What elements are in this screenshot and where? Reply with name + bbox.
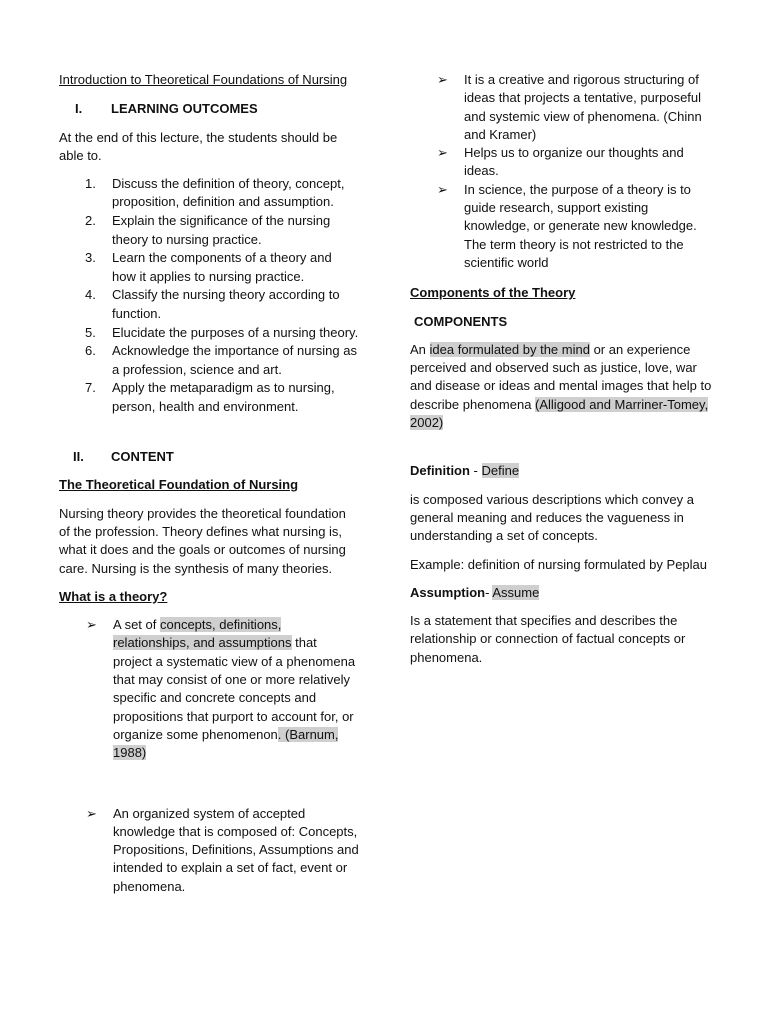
section-title: LEARNING OUTCOMES	[111, 101, 258, 117]
left-column	[59, 71, 359, 896]
arrow-bullet-icon: ➢	[86, 617, 97, 633]
highlighted-citation: (Alligood and Marriner-Tomey, 2002)	[410, 396, 709, 431]
list-item: 7. Apply the metaparadigm as to nursing, person, health and environment.	[85, 380, 335, 414]
highlighted-text: Assume	[492, 584, 540, 600]
right-column	[410, 71, 715, 677]
list-item: 6. Acknowledge the importance of nursing as a profession, science and art.	[85, 343, 357, 377]
theory-bullets	[59, 616, 359, 896]
assumption-paragraph: Is a statement that specifies and describes the relationship or connection of factual concepts or phenomena.	[410, 613, 686, 665]
subheading-components-of-theory: Components of the Theory	[410, 285, 576, 301]
section-number: II.	[73, 449, 84, 465]
section-number: I.	[75, 101, 83, 117]
list-item: ➢ In science, the purpose of a theory is to guide research, support existing knowledge, or generate new knowledge. The term theory is not restricted to the scientific world	[410, 181, 715, 272]
assumption-heading: Assumption- Assume	[410, 584, 540, 600]
list-item: 5. Elucidate the purposes of a nursing theory.	[85, 324, 359, 340]
highlighted-citation: . (Barnum, 1988)	[113, 726, 339, 761]
outcomes-list	[59, 175, 359, 416]
arrow-bullet-icon: ➢	[437, 145, 448, 161]
list-item: ➢ An organized system of accepted knowledge that is composed of: Concepts, Propositions, Definitions, Assumptions and intended to explain a set of fact, event or phenomena.	[59, 805, 359, 896]
list-item: 4. Classify the nursing theory according to function.	[85, 287, 340, 321]
highlighted-text: concepts, definitions, relationships, and assumptions	[113, 617, 292, 651]
definition-paragraph: is composed various descriptions which convey a general meaning and reduces the vagueness in understanding a set of concepts.	[410, 491, 694, 544]
section-heading-content	[59, 448, 359, 466]
list-item: 1. Discuss the definition of theory, concept, proposition, definition and assumption.	[85, 176, 345, 210]
section-title: CONTENT	[111, 449, 174, 465]
definition-example: Example: definition of nursing formulated by Peplau	[410, 556, 708, 572]
components-heading: COMPONENTS	[414, 313, 508, 329]
section-heading-learning-outcomes	[59, 100, 359, 118]
theory-bullets-continued	[410, 71, 715, 272]
subheading-theoretical-foundation: The Theoretical Foundation of Nursing	[59, 477, 299, 493]
foundation-paragraph: Nursing theory provides the theoretical foundation of the profession. Theory defines what nursing is, what it does and the goals or outcomes of nursing care. Nursing is the synthesis of many theories.	[59, 505, 346, 576]
definition-heading: Definition - Define	[410, 463, 520, 479]
arrow-bullet-icon: ➢	[86, 805, 97, 821]
list-item: ➢ It is a creative and rigorous structuring of ideas that projects a tentative, purposeful and systemic view of phenomena. (Chinn and Kramer)	[410, 71, 715, 144]
subheading-what-is-theory: What is a theory?	[59, 588, 168, 604]
highlighted-text: idea formulated by the mind	[429, 341, 590, 357]
list-item: ➢ Helps us to organize our thoughts and ideas.	[410, 144, 715, 181]
highlighted-text: Define	[481, 463, 520, 479]
components-paragraph: An idea formulated by the mind or an experience perceived and observed such as justice, love, war and disease or ideas and mental images that help to describe phenomena (Alligood and Marriner-Tomey, 2002)	[410, 341, 712, 431]
intro-text: At the end of this lecture, the students should be able to.	[59, 129, 338, 163]
document-title: Introduction to Theoretical Foundations of Nursing	[59, 72, 348, 87]
list-item: 2. Explain the significance of the nursing theory to nursing practice.	[85, 213, 331, 247]
arrow-bullet-icon: ➢	[437, 181, 448, 197]
arrow-bullet-icon: ➢	[437, 72, 448, 87]
list-item: 3. Learn the components of a theory and how it applies to nursing practice.	[85, 250, 332, 284]
list-item: ➢ A set of concepts, definitions, relationships, and assumptions that project a systematic view of a phenomena that may consist of one or more relatively specific and concrete concepts and propositions that purport to account for, or organize some phenomenon. (Barnum, 1988)	[59, 616, 359, 762]
